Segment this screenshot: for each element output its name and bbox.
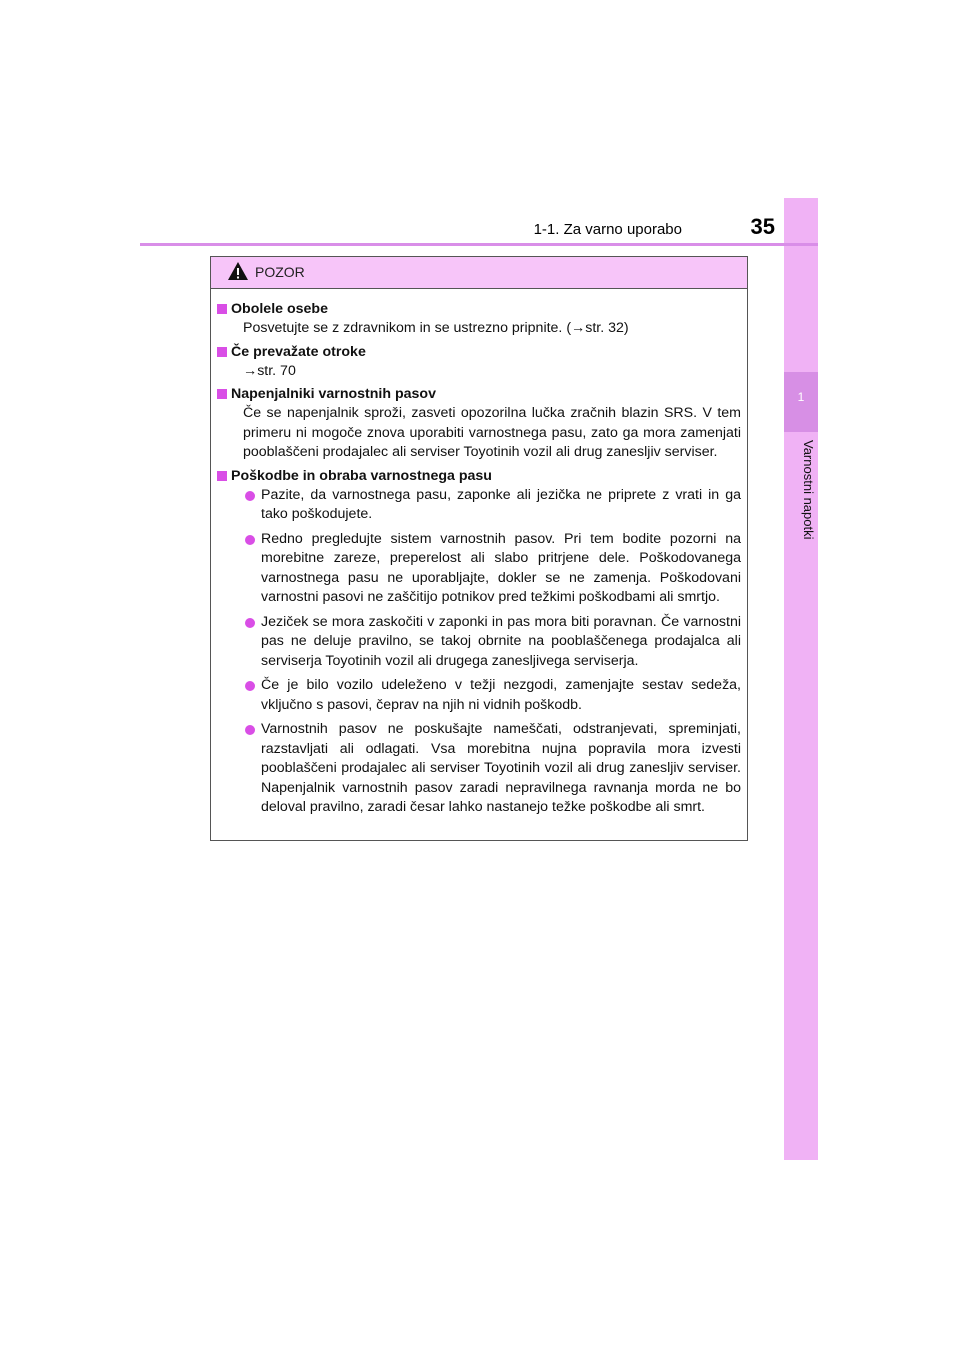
section-paragraph: →str. 70 [243, 362, 296, 379]
round-bullet-icon [245, 491, 255, 501]
square-bullet-icon [217, 304, 227, 314]
bullet-text: Redno pregledujte sistem varnostnih pasov. Pri tem bodite pozorni na morebitne zareze, preperelost ali slabo pritrjene dele. Poškodovanega varnostnega pasu ne uporabljajte, dokler se ne zamenja. Poškodovani varnostni pasovi ne zaščitijo potnikov pred težkimi poškodbami ali smrtjo. [261, 530, 741, 605]
page-number: 35 [750, 214, 775, 239]
section-heading [217, 386, 741, 402]
round-bullet-icon [245, 681, 255, 691]
bullet-text: Če je bilo vozilo udeleženo v težji nezgodi, zamenjajte sestav sedeža, vključno s pasovi, čeprav na njih ni vidnih poškodb. [261, 677, 741, 713]
section-paragraph: Če se napenjalnik sproži, zasveti opozorilna lučka zračnih blazin SRS. V tem primeru ni mogoče znova uporabiti varnostnega pasu, zato ga mora zamenjati pooblaščeni prodajalec ali serviser Toyotinih vozil ali drug zanesljiv serviser. [243, 405, 741, 460]
chapter-number: 1 [797, 390, 805, 404]
section-heading-text: Obolele osebe [231, 301, 328, 317]
square-bullet-icon [217, 389, 227, 399]
section-heading [217, 301, 741, 317]
section-heading [217, 344, 741, 360]
warning-header [211, 257, 747, 289]
section-heading [217, 468, 741, 484]
bullet-item [243, 486, 741, 525]
warning-box [210, 256, 748, 841]
bullet-item [243, 530, 741, 608]
section-heading-text: Poškodbe in obraba varnostnega pasu [231, 467, 492, 484]
chapter-side-tab [784, 198, 818, 1160]
bullet-item [243, 676, 741, 715]
bullet-item [243, 613, 741, 672]
warning-body [211, 289, 747, 818]
round-bullet-icon [245, 618, 255, 628]
bullet-text: Varnostnih pasov ne poskušajte nameščati, odstranjevati, spreminjati, razstavljati ali odlagati. Vsa morebitna nujna popravila mora izvesti pooblaščeni prodajalec ali serviser Toyotinih vozil ali drug zanesljiv serviser. Napenjalnik varnostnih pasov zaradi nepravilnega ravnanja morda ne bo deloval pravilno, zaradi česar lahko nastanejo težke poškodbe ali smrt. [261, 721, 741, 815]
section-paragraph: Posvetujte se z zdravnikom in se ustrezno pripnite. (→str. 32) [243, 320, 629, 336]
square-bullet-icon [217, 471, 227, 481]
warning-title: POZOR [255, 264, 305, 280]
square-bullet-icon [217, 347, 227, 357]
round-bullet-icon [245, 725, 255, 735]
section-title: 1-1. Za varno uporabo [533, 221, 682, 238]
bullet-item [243, 720, 741, 818]
bullet-text: Pazite, da varnostnega pasu, zaponke ali jezička ne priprete z vrati in ga tako poškodujete. [261, 486, 741, 522]
header-divider [140, 243, 818, 246]
warning-triangle-icon [227, 261, 249, 281]
section-heading-text: Če prevažate otroke [231, 343, 366, 360]
section-heading-text: Napenjalniki varnostnih pasov [231, 386, 436, 402]
chapter-label: Varnostni napotki [801, 440, 816, 540]
bullet-text: Jeziček se mora zaskočiti v zaponki in pas mora biti poravnan. Če varnostni pas ne deluje pravilno, se takoj obrnite na pooblaščenega prodajalca ali serviserja Toyotinih vozil ali drugega zanesljivega serviserja. [261, 613, 741, 669]
round-bullet-icon [245, 535, 255, 545]
